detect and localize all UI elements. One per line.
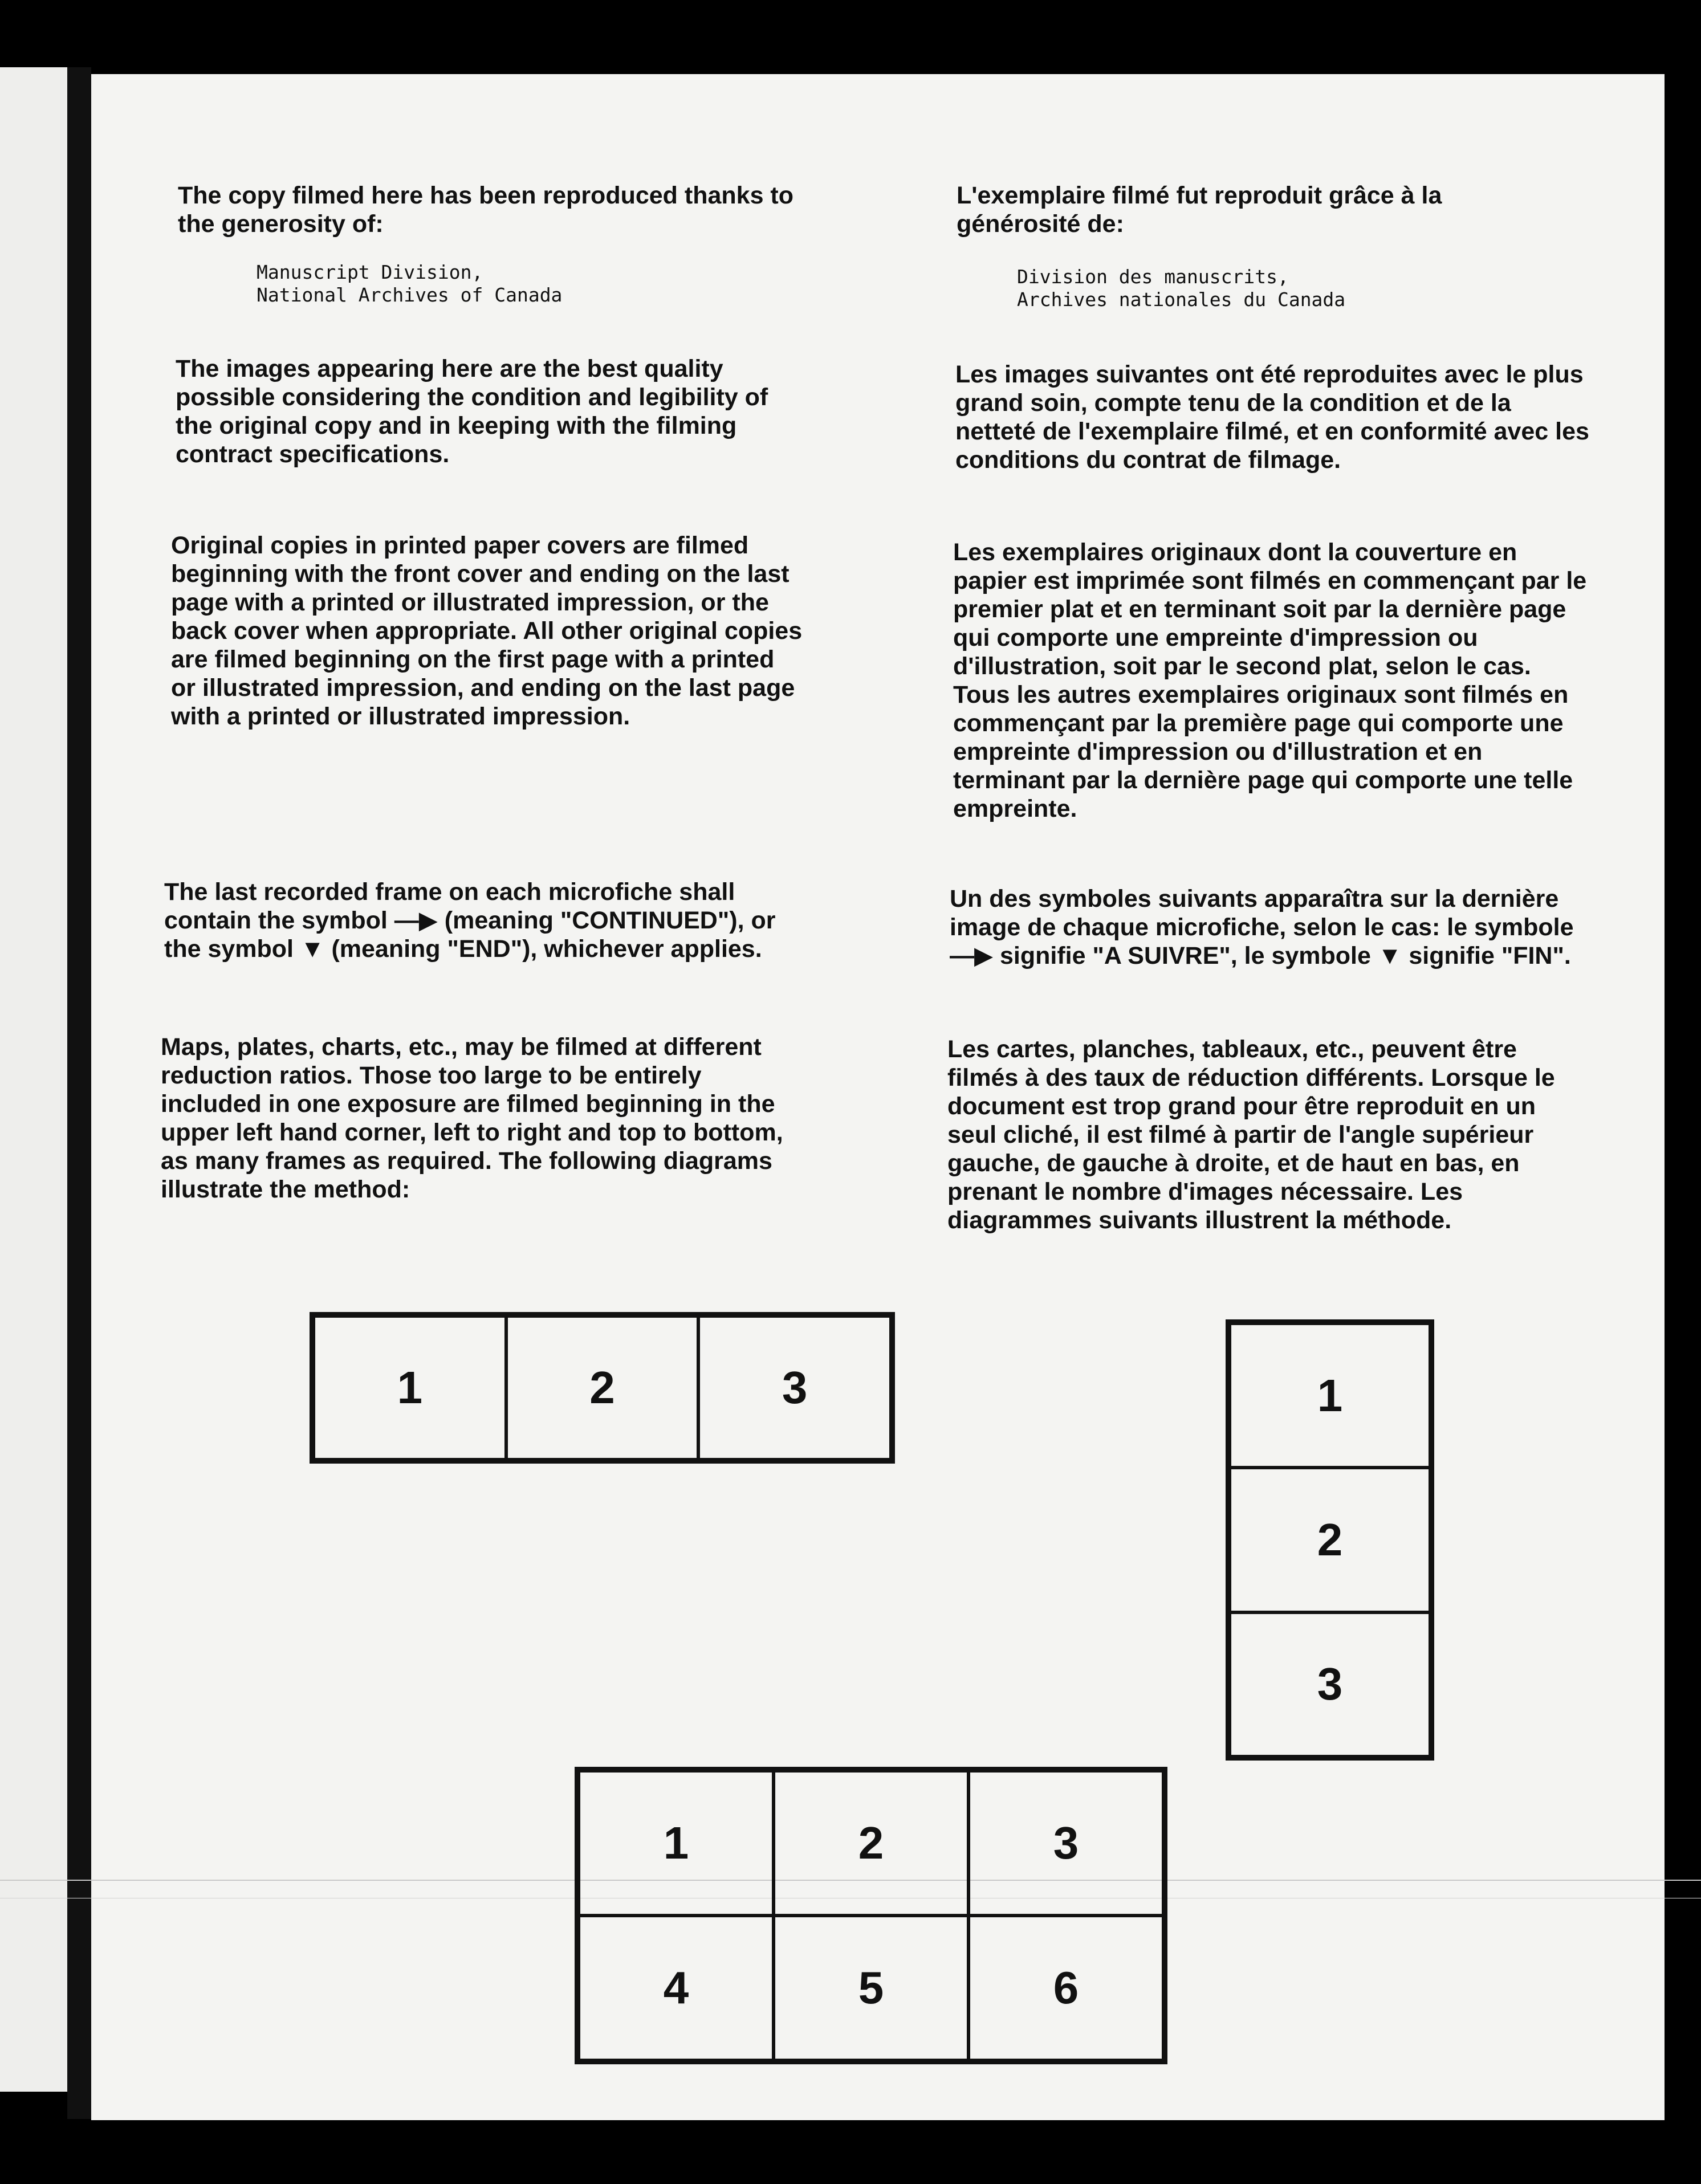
adjacent-page-edge — [0, 67, 67, 2092]
en-symbols: The last recorded frame on each microfiche shall contain the symbol —▶ (meaning "CONTINUED"), or the symbol ▼ (meaning "END"), whichever applies. — [164, 878, 776, 963]
page-gutter — [67, 67, 91, 2119]
en-quality: The images appearing here are the best quality possible considering the condition and legibility of the original copy and in keeping with the filming contract specifications. — [176, 355, 768, 468]
fr-quality: Les images suivantes ont été reproduites avec le plus grand soin, compte tenu de la condition et de la netteté de l'exemplaire filmé, et en conformité avec les conditions du contrat de filmage. — [955, 361, 1589, 474]
en-maps: Maps, plates, charts, etc., may be filmed at different reduction ratios. Those too large to be entirely included in one exposure are filmed beginning in the upper left hand corner, left to right and top to bottom, as many frames as required. The following diagrams illustrate the method: — [161, 1033, 783, 1203]
frame-cell: 2 — [1230, 1468, 1430, 1612]
frame-cell: 1 — [314, 1316, 506, 1460]
frame-cell: 4 — [579, 1916, 774, 2060]
en-institution-line1: Manuscript Division, — [257, 261, 483, 283]
en-institution-line2: National Archives of Canada — [257, 284, 563, 306]
fr-covers: Les exemplaires originaux dont la couverture en papier est imprimée sont filmés en commençant par le premier plat et en terminant soit par la dernière page qui comporte une empreinte d'impression ou d'illustration, soit par le second plat, selon le cas. Tous les autres exemplaires originaux sont filmés en commençant par la première page qui comporte une empreinte d'impression ou d'illustration et en terminant par la dernière page qui comporte une telle empreinte. — [953, 539, 1587, 822]
fr-institution-line1: Division des manuscrits, — [1017, 266, 1289, 288]
frame-cell: 3 — [968, 1771, 1163, 1916]
en-acknowledgement: The copy filmed here has been reproduced thanks to the generosity of: — [178, 182, 794, 238]
frame-cell: 1 — [579, 1771, 774, 1916]
en-covers: Original copies in printed paper covers are filmed beginning with the front cover and ending on the last page with a printed or illustrated impression, or the back cover when appropriate. All other original copies are filmed beginning on the first page with a printed or illustrated impression, and ending on the last page with a printed or illustrated impression. — [171, 532, 803, 730]
frame-cell: 1 — [1230, 1323, 1430, 1468]
fr-maps: Les cartes, planches, tableaux, etc., peuvent être filmés à des taux de réduction différents. Lorsque le document est trop grand pour être reproduit en un seul cliché, il est filmé à partir de l'angle supérieur gauche, de gauche à droite, et de haut en bas, en prenant le nombre d'images nécessaire. Les diagrammes suivants illustrent la méthode. — [947, 1036, 1555, 1234]
frame-cell: 2 — [774, 1771, 968, 1916]
diagram-vertical — [1226, 1319, 1434, 1761]
frame-cell: 3 — [1230, 1612, 1430, 1757]
frame-cell: 2 — [506, 1316, 699, 1460]
fr-institution-line2: Archives nationales du Canada — [1017, 288, 1346, 311]
fr-acknowledgement: L'exemplaire filmé fut reproduit grâce à la générosité de: — [957, 182, 1442, 238]
frame-cell: 5 — [774, 1916, 968, 2060]
diagram-grid — [575, 1767, 1167, 2064]
fr-symbols: Un des symboles suivants apparaîtra sur la dernière image de chaque microfiche, selon le cas: le symbole —▶ signifie "A SUIVRE", le symbole ▼ signifie "FIN". — [950, 885, 1574, 969]
diagram-horizontal — [310, 1312, 895, 1464]
frame-cell: 3 — [698, 1316, 891, 1460]
frame-cell: 6 — [968, 1916, 1163, 2060]
